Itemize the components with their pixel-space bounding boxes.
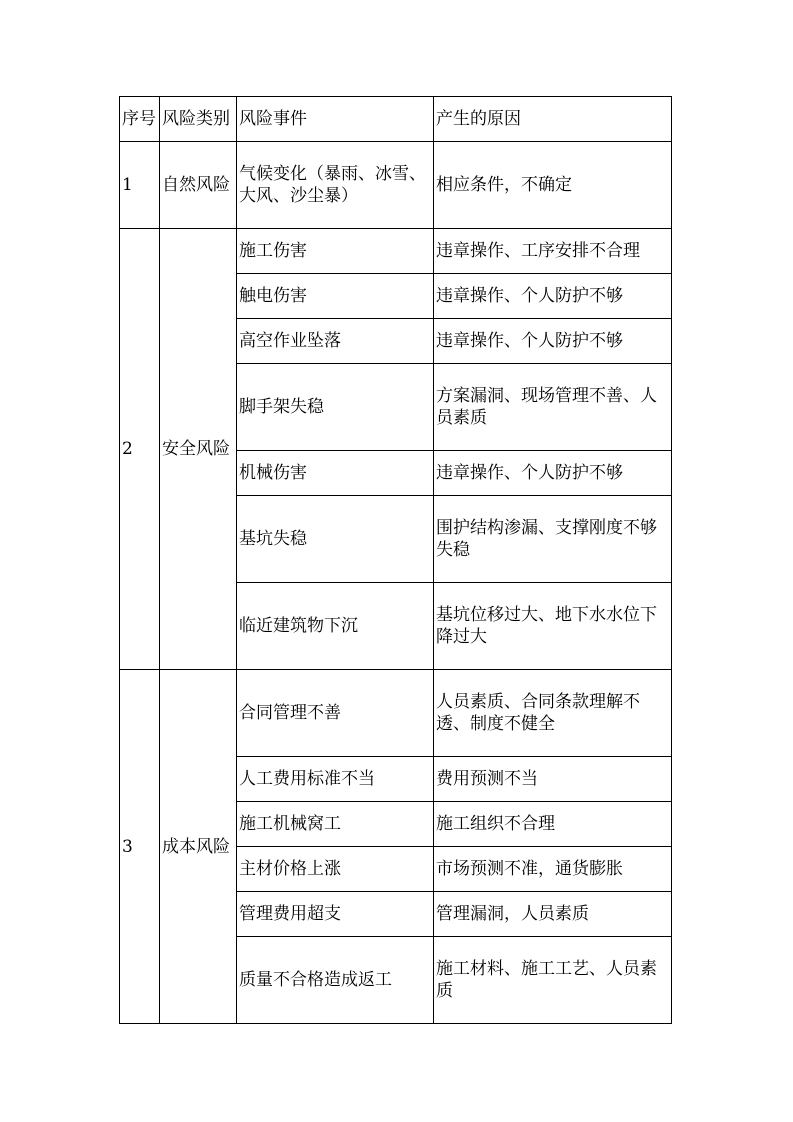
risk-event: 施工机械窝工 (237, 802, 434, 847)
risk-cause: 违章操作、个人防护不够 (434, 319, 672, 364)
risk-cause: 施工材料、施工工艺、人员素质 (434, 937, 672, 1024)
group-no: 1 (120, 142, 160, 229)
risk-cause: 管理漏洞，人员素质 (434, 892, 672, 937)
header-cause: 产生的原因 (434, 97, 672, 142)
table-row (120, 142, 672, 229)
table-row (120, 670, 672, 757)
header-no: 序号 (120, 97, 160, 142)
risk-event: 气候变化（暴雨、冰雪、大风、沙尘暴） (237, 142, 434, 229)
risk-cause: 围护结构渗漏、支撑刚度不够失稳 (434, 496, 672, 583)
risk-cause: 基坑位移过大、地下水水位下降过大 (434, 583, 672, 670)
group-category: 成本风险 (160, 670, 237, 1024)
risk-cause: 违章操作、个人防护不够 (434, 274, 672, 319)
table-row (120, 229, 672, 274)
group-no: 3 (120, 670, 160, 1024)
risk-cause: 相应条件，不确定 (434, 142, 672, 229)
group-no: 2 (120, 229, 160, 670)
risk-event: 机械伤害 (237, 451, 434, 496)
group-category: 自然风险 (160, 142, 237, 229)
risk-cause: 违章操作、工序安排不合理 (434, 229, 672, 274)
risk-cause: 人员素质、合同条款理解不透、制度不健全 (434, 670, 672, 757)
risk-event: 高空作业坠落 (237, 319, 434, 364)
risk-event: 基坑失稳 (237, 496, 434, 583)
risk-table (119, 96, 672, 1024)
risk-event: 触电伤害 (237, 274, 434, 319)
header-event: 风险事件 (237, 97, 434, 142)
risk-event: 管理费用超支 (237, 892, 434, 937)
risk-event: 脚手架失稳 (237, 364, 434, 451)
risk-event: 主材价格上涨 (237, 847, 434, 892)
group-category: 安全风险 (160, 229, 237, 670)
table-header-row (120, 97, 672, 142)
risk-cause: 市场预测不准，通货膨胀 (434, 847, 672, 892)
risk-cause: 费用预测不当 (434, 757, 672, 802)
risk-event: 合同管理不善 (237, 670, 434, 757)
risk-event: 质量不合格造成返工 (237, 937, 434, 1024)
risk-event: 临近建筑物下沉 (237, 583, 434, 670)
risk-cause: 施工组织不合理 (434, 802, 672, 847)
risk-cause: 方案漏洞、现场管理不善、人员素质 (434, 364, 672, 451)
risk-event: 人工费用标准不当 (237, 757, 434, 802)
risk-cause: 违章操作、个人防护不够 (434, 451, 672, 496)
risk-event: 施工伤害 (237, 229, 434, 274)
header-category: 风险类别 (160, 97, 237, 142)
